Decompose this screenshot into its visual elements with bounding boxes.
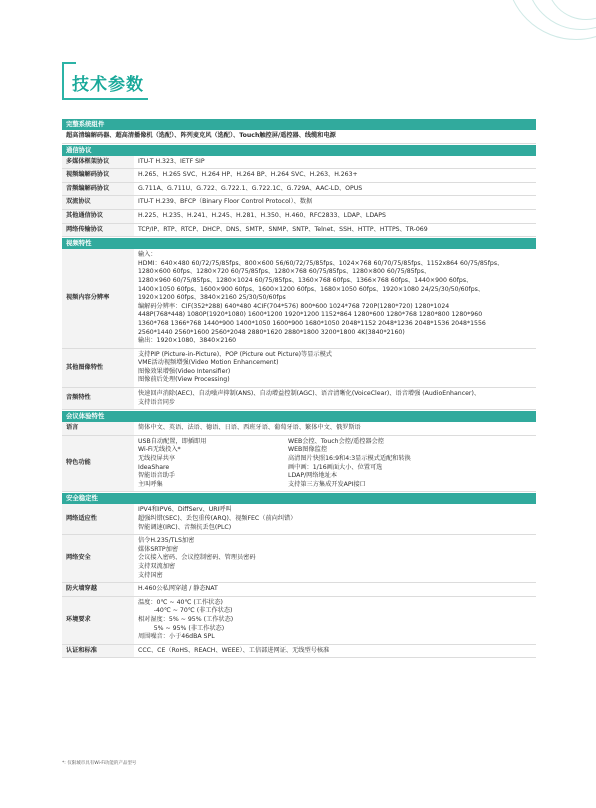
spec-value-line: 1400×1050 60fps、1600×900 60fps、1600×1200 60fps、1680×1050 60fps、1920×1080 24/25/30/50/60fps、 bbox=[138, 285, 485, 293]
spec-row bbox=[62, 156, 536, 170]
spec-row bbox=[62, 535, 536, 583]
feature-item: 无线投屏共享 bbox=[138, 455, 176, 463]
section-header: 视频特性 bbox=[62, 238, 536, 249]
spec-value-line: 周围噪音：小于46dBA SPL bbox=[138, 633, 215, 641]
spec-value-line: 信令H.235/TLS加密 bbox=[138, 537, 195, 545]
spec-table bbox=[62, 118, 536, 658]
spec-value-line: 智能调速(IRC)、音频抗丢包(PLC) bbox=[138, 523, 232, 531]
spec-value bbox=[134, 169, 536, 182]
section-header: 会议体验特性 bbox=[62, 411, 536, 422]
feature-item: 画中画：1/16画面大小、位置可选 bbox=[288, 463, 383, 471]
spec-label: 双流协议 bbox=[62, 196, 134, 209]
spec-label: 其他图像特性 bbox=[62, 349, 134, 387]
spec-value-line: 超强纠错(SEC)、丢包重传(ARQ)、视频FEC（前向纠错） bbox=[138, 515, 297, 522]
spec-label: 语言 bbox=[62, 422, 134, 435]
spec-value-line: 图像效果增强(Video Intensifier) bbox=[138, 367, 231, 375]
feature-item: USB自动配置，即插即用 bbox=[138, 437, 207, 445]
spec-value-line: TCP/IP、RTP、RTCP、DHCP、DNS、SMTP、SNMP、SNTP、Telnet、SSH、HTTP、HTTPS、TR-069 bbox=[138, 225, 428, 233]
spec-row bbox=[62, 210, 536, 224]
spec-value-line: 1920×1200 60fps、3840×2160 25/30/50/60fps bbox=[138, 294, 286, 302]
spec-row bbox=[62, 504, 536, 535]
title-bracket-left bbox=[62, 70, 64, 100]
spec-label: 视频内容分辨率 bbox=[62, 249, 134, 348]
feature-item: LDAP/网络地址本 bbox=[288, 472, 338, 480]
spec-label: 音频特性 bbox=[62, 388, 134, 409]
spec-row bbox=[62, 183, 536, 197]
spec-value-line: CCC、CE（RoHS、REACH、WEEE）、工信部进网证、无线型号核准 bbox=[138, 646, 330, 654]
spec-value-line: 快速回声消除(AEC)、自动噪声抑制(ANS)、自动增益控制(AGC)、语音清晰化(VoiceClear)、语音增强 (AudioEnhancer)、 bbox=[138, 390, 481, 398]
spec-label: 网络安全 bbox=[62, 535, 134, 582]
spec-value-line: 支持PIP (Picture-in-Picture)、POP (Picture out Picture)等显示模式 bbox=[138, 350, 332, 358]
spec-value bbox=[134, 597, 536, 644]
feature-item: IdeaShare bbox=[138, 463, 170, 471]
spec-label: 特色功能 bbox=[62, 436, 134, 492]
spec-row: 超高清编解码器、超高清播像机（选配）、阵列麦克风（选配）、Touch触控屏/遥控器、线缆和电源 bbox=[62, 130, 536, 144]
spec-value-line: 2560*1440 2560*1600 2560*2048 2880*1620 2880*1800 3200*1800 4K(3840*2160) bbox=[138, 328, 405, 336]
spec-label: 视频编解码协议 bbox=[62, 169, 134, 182]
spec-value bbox=[134, 583, 536, 596]
feature-columns bbox=[134, 436, 536, 492]
spec-value-line: 输入： bbox=[138, 251, 157, 259]
feature-item: 智能语音助手 bbox=[138, 472, 176, 480]
section-header: 完整系统组件 bbox=[62, 119, 536, 130]
spec-value-line: VME活动视频增强(Video Motion Enhancement) bbox=[138, 359, 279, 367]
spec-row bbox=[62, 388, 536, 410]
spec-value bbox=[134, 249, 536, 348]
corner-decoration bbox=[466, 0, 596, 60]
spec-value-line: ITU-T H.323、IETF SIP bbox=[138, 157, 205, 165]
spec-value-line: 支持双流加密 bbox=[138, 562, 176, 570]
spec-label: 多媒体框架协议 bbox=[62, 156, 134, 169]
spec-value-line: H.265、H.265 SVC、H.264 HP、H.264 BP、H.264 SVC、H.263、H.263+ bbox=[138, 171, 358, 179]
section-header: 通信协议 bbox=[62, 145, 536, 156]
spec-value-line: 1360*768 1366*768 1440*900 1400*1050 1600*900 1680*1050 2048*1152 2048*1236 2048*1536 2048*1556 bbox=[138, 319, 486, 327]
spec-value-line: 简体中文、英语、法语、德语、日语、西班牙语、葡萄牙语、繁体中文、俄罗斯语 bbox=[138, 424, 361, 432]
spec-value-line: 图像前后处理(View Processing) bbox=[138, 376, 230, 384]
spec-label: 认证和标准 bbox=[62, 645, 134, 658]
spec-row bbox=[62, 349, 536, 388]
spec-row bbox=[62, 224, 536, 238]
spec-value-line: -40℃ ~ 70℃ (非工作状态) bbox=[138, 607, 233, 615]
feature-column-right bbox=[288, 438, 438, 490]
spec-row bbox=[62, 196, 536, 210]
section-header: 安全稳定性 bbox=[62, 493, 536, 504]
spec-value-line: IPV4和IPV6、DiffServ、URI呼叫 bbox=[138, 506, 232, 514]
spec-label: 其他通信协议 bbox=[62, 210, 134, 223]
spec-value-line: 温度：0℃ ~ 40℃ (工作状态) bbox=[138, 598, 223, 606]
spec-label: 环境要求 bbox=[62, 597, 134, 644]
spec-value-line: 编解码分辨率：CIF(352*288) 640*480 4CIF(704*576) 800*600 1024*768 720P(1280*720) 1280*1024 bbox=[138, 302, 450, 310]
spec-value-line: 支持国密 bbox=[138, 571, 163, 579]
feature-item: 支持第三方集成开发API接口 bbox=[288, 480, 366, 488]
page-title: 技术参数 bbox=[72, 75, 144, 95]
footnote: *: 仅限城市具有Wi-Fi功能的产品型号 bbox=[62, 761, 137, 766]
title-block bbox=[62, 62, 152, 100]
feature-column-left bbox=[138, 438, 288, 490]
spec-row bbox=[62, 422, 536, 436]
spec-value-line: 448P(768*448) 1080P(1920*1080) 1600*1200 1920*1200 1152*864 1280*600 1280*768 1280*800 1280*960 bbox=[138, 311, 483, 319]
spec-label: 网络传输协议 bbox=[62, 224, 134, 237]
spec-value bbox=[134, 210, 536, 223]
spec-label: 网络适应性 bbox=[62, 504, 134, 534]
spec-row bbox=[62, 597, 536, 645]
spec-label: 防火墙穿越 bbox=[62, 583, 134, 596]
spec-row bbox=[62, 169, 536, 183]
spec-value-line: G.711A、G.711U、G.722、G.722.1、G.722.1C、G.729A、AAC-LD、OPUS bbox=[138, 184, 363, 192]
spec-value-line: 1280×600 60fps、1280×720 60/75/85fps、1280×768 60/75/85fps、1280×800 60/75/85fps、 bbox=[138, 268, 431, 276]
spec-value-line: 输出：1920×1080、3840×2160 bbox=[138, 337, 237, 345]
spec-value bbox=[134, 349, 536, 387]
feature-item: WEB会控、Touch会控/遥控器会控 bbox=[288, 437, 384, 445]
spec-value-line: 媒体SRTP加密 bbox=[138, 545, 179, 553]
spec-value bbox=[134, 224, 536, 237]
feature-item: 主叫呼集 bbox=[138, 480, 163, 488]
title-underline bbox=[62, 98, 148, 100]
spec-value bbox=[134, 422, 536, 435]
spec-value-line: ITU-T H.239、BFCP（Binary Floor Control Protocol）、数据 bbox=[138, 198, 313, 206]
spec-label: 音频编解码协议 bbox=[62, 183, 134, 196]
spec-value-line: 1280×960 60/75/85fps、1280×1024 60/75/85fps、1360×768 60fps、1366×768 60fps、1440×900 60fps、 bbox=[138, 276, 473, 284]
spec-value bbox=[134, 196, 536, 209]
feature-item: 高清图片快照16:9和4:3显示模式适配和转换 bbox=[288, 455, 411, 463]
feature-row bbox=[62, 436, 536, 493]
spec-value-line: 会议接入密码、会议控制密码、管理员密码 bbox=[138, 554, 256, 562]
spec-value bbox=[134, 535, 536, 582]
spec-value bbox=[134, 388, 536, 409]
spec-value bbox=[134, 156, 536, 169]
spec-row bbox=[62, 645, 536, 659]
spec-value-line: H.460公私网穿越 / 静态NAT bbox=[138, 585, 218, 593]
feature-item: WEB图像监控 bbox=[288, 446, 328, 454]
feature-item: Wi-Fi无线投入* bbox=[138, 446, 181, 454]
spec-value bbox=[134, 183, 536, 196]
spec-value-line: 5% ~ 95% (非工作状态) bbox=[138, 624, 225, 632]
spec-row bbox=[62, 583, 536, 597]
spec-value bbox=[134, 645, 536, 658]
spec-value-line: 支持语音同步 bbox=[138, 398, 176, 406]
spec-row bbox=[62, 249, 536, 349]
spec-value-line: 相对湿度：5% ~ 95% (工作状态) bbox=[138, 615, 234, 623]
spec-value-line: HDMI：640×480 60/72/75/85fps、800×600 56/60/72/75/85fps、1024×768 60/70/75/85fps、1152x864 60/75/85fps、 bbox=[138, 259, 504, 267]
spec-value bbox=[134, 504, 536, 534]
spec-value-line: H.225、H.235、H.241、H.245、H.281、H.350、H.460、RFC2833、LDAP、LDAPS bbox=[138, 211, 386, 219]
